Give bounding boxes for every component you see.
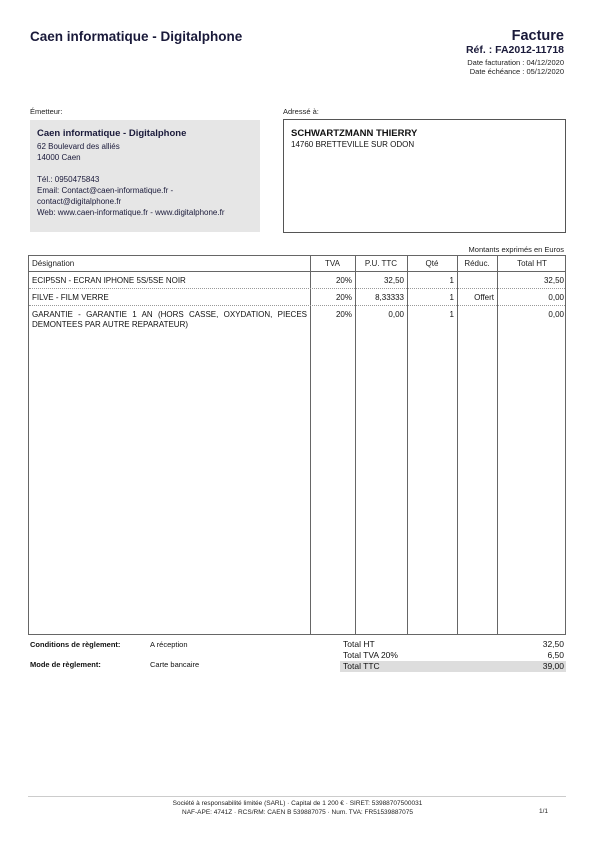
conditions-value: A réception bbox=[150, 640, 188, 649]
cell-designation: FILVE - FILM VERRE bbox=[32, 293, 109, 302]
cell-pu-ttc: 0,00 bbox=[388, 310, 404, 319]
cell-total-ht: 0,00 bbox=[548, 310, 564, 319]
conditions-label: Conditions de règlement: bbox=[30, 640, 121, 649]
cell-discount: Offert bbox=[474, 293, 494, 302]
total-ttc-value: 39,00 bbox=[542, 661, 564, 671]
cell-tva: 20% bbox=[335, 310, 352, 319]
cell-qty: 1 bbox=[449, 293, 454, 302]
footer-legal-line1: Société à responsabilité limitée (SARL) · Capital de 1 200 € · SIRET: 53988707500031 bbox=[172, 800, 423, 807]
items-table bbox=[28, 255, 566, 635]
cell-total-ht: 0,00 bbox=[548, 293, 564, 302]
total-tva-label: Total TVA 20% bbox=[343, 650, 398, 660]
addressee-box bbox=[283, 119, 566, 233]
total-ttc-label: Total TTC bbox=[343, 661, 380, 671]
emitter-label: Émetteur: bbox=[30, 107, 63, 116]
emitter-email1: Email: Contact@caen-informatique.fr - bbox=[37, 186, 174, 195]
total-ttc-row bbox=[340, 661, 566, 672]
invoice-date: Date facturation : 04/12/2020 bbox=[467, 58, 564, 67]
table-row bbox=[29, 272, 565, 289]
emitter-email2: contact@digitalphone.fr bbox=[37, 197, 122, 206]
col-header-discount: Réduc. bbox=[464, 259, 490, 268]
table-row bbox=[29, 289, 565, 306]
cell-tva: 20% bbox=[335, 276, 352, 285]
document-type: Facture bbox=[511, 28, 564, 44]
addressee-name: SCHWARTZMANN THIERRY bbox=[291, 128, 418, 139]
table-row bbox=[29, 306, 565, 334]
total-ht-row bbox=[340, 639, 566, 650]
cell-designation: ECIP5SN - ECRAN IPHONE 5S/5SE NOIR bbox=[32, 276, 186, 285]
emitter-address1: 62 Boulevard des alliés bbox=[37, 142, 120, 151]
cell-pu-ttc: 32,50 bbox=[383, 276, 404, 285]
cell-pu-ttc: 8,33333 bbox=[375, 293, 404, 302]
emitter-phone: Tél.: 0950475843 bbox=[37, 175, 100, 184]
company-name: Caen informatique - Digitalphone bbox=[30, 29, 243, 44]
total-tva-row bbox=[340, 650, 566, 661]
cell-qty: 1 bbox=[449, 276, 454, 285]
due-date: Date échéance : 05/12/2020 bbox=[469, 67, 564, 76]
col-header-tva: TVA bbox=[325, 259, 340, 268]
emitter-box bbox=[30, 120, 260, 232]
emitter-name: Caen informatique - Digitalphone bbox=[37, 128, 187, 139]
payment-mode-label: Mode de règlement: bbox=[30, 660, 101, 669]
addressee-address: 14760 BRETTEVILLE SUR ODON bbox=[291, 140, 415, 149]
cell-tva: 20% bbox=[335, 293, 352, 302]
total-ht-value: 32,50 bbox=[542, 639, 564, 649]
footer-divider bbox=[28, 796, 566, 797]
addressee-label: Adressé à: bbox=[283, 107, 319, 116]
col-header-total-ht: Total HT bbox=[517, 259, 547, 268]
payment-mode-value: Carte bancaire bbox=[150, 660, 200, 669]
footer-legal-line2: NAF-APE: 4741Z · RCS/RM: CAEN B 539887075 · Num. TVA: FR51539887075 bbox=[182, 809, 413, 816]
emitter-web: Web: www.caen-informatique.fr - www.digitalphone.fr bbox=[37, 208, 225, 217]
cell-qty: 1 bbox=[449, 310, 454, 319]
col-header-qty: Qté bbox=[425, 259, 439, 268]
total-ht-label: Total HT bbox=[343, 639, 375, 649]
total-tva-value: 6,50 bbox=[547, 650, 564, 660]
page-number: 1/1 bbox=[538, 808, 548, 815]
currency-note: Montants exprimés en Euros bbox=[468, 245, 564, 254]
cell-designation: GARANTIE - GARANTIE 1 AN (HORS CASSE, OXYDATION, PIECES DEMONTEES PAR AUTRE REPARATEUR) bbox=[32, 310, 307, 329]
emitter-address2: 14000 Caen bbox=[37, 153, 81, 162]
invoice-reference: Réf. : FA2012-11718 bbox=[465, 44, 564, 56]
cell-total-ht: 32,50 bbox=[543, 276, 564, 285]
invoice-dates bbox=[467, 58, 564, 76]
col-header-pu-ttc: P.U. TTC bbox=[364, 259, 398, 268]
col-header-designation: Désignation bbox=[32, 259, 75, 268]
emitter-spacer bbox=[37, 163, 253, 174]
